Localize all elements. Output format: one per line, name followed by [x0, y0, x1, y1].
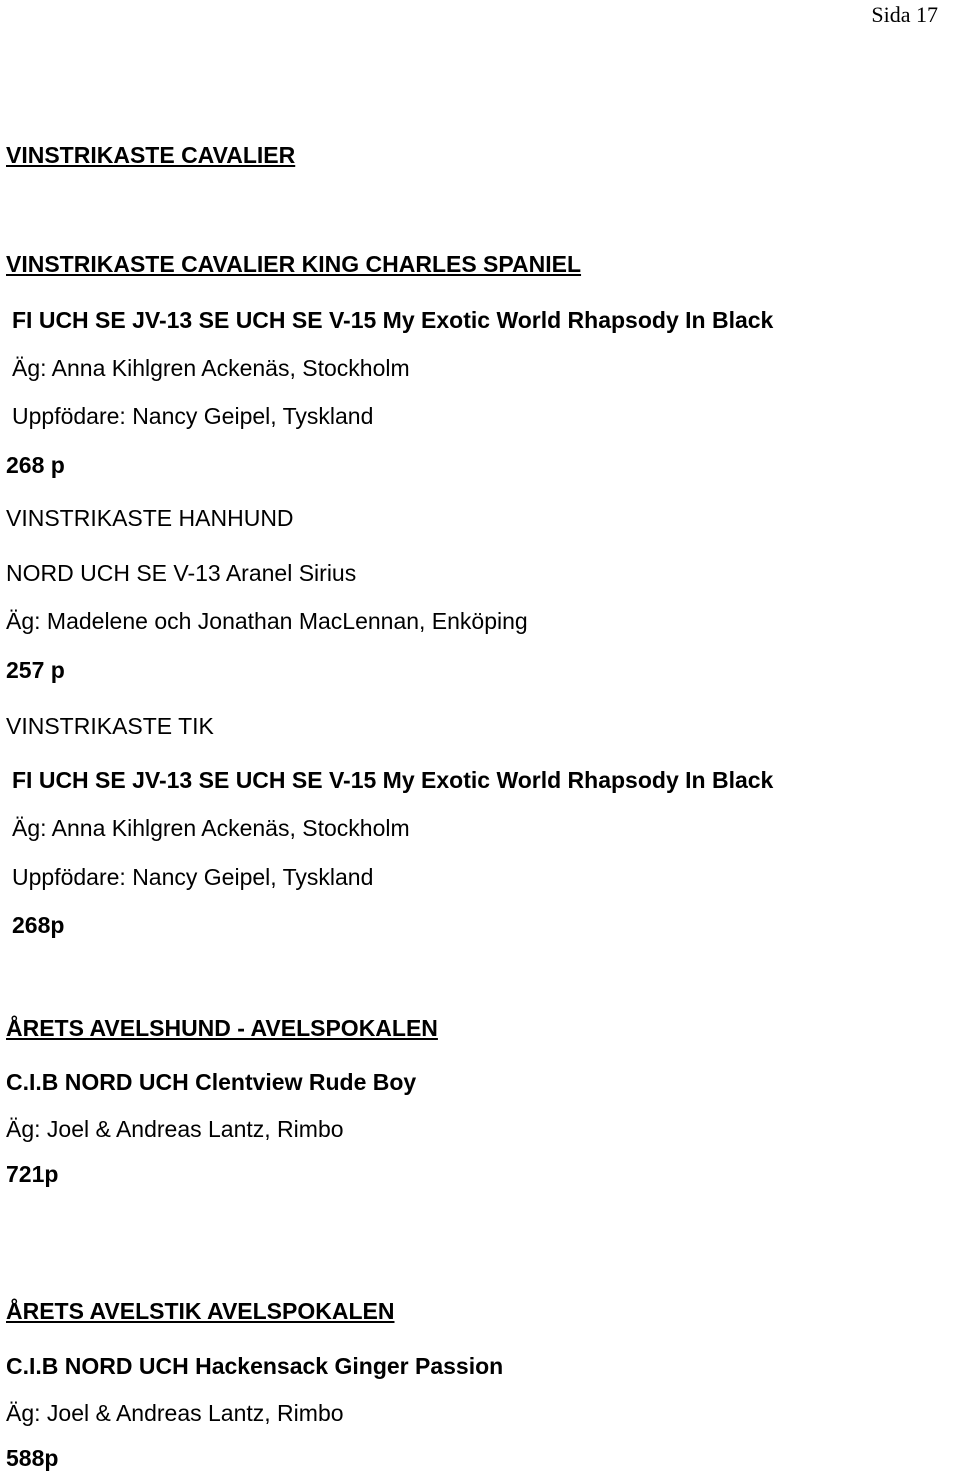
section-heading-best-male: VINSTRIKASTE HANHUND	[6, 505, 294, 531]
breeding-female-dog: C.I.B NORD UCH Hackensack Ginger Passion	[6, 1353, 504, 1379]
breeding-female-points: 588p	[6, 1445, 59, 1471]
breeding-male-owner: Äg: Joel & Andreas Lantz, Rimbo	[6, 1116, 344, 1142]
best-overall-breeder: Uppfödare: Nancy Geipel, Tyskland	[12, 403, 374, 429]
best-female-dog: FI UCH SE JV-13 SE UCH SE V-15 My Exotic World Rhapsody In Black	[12, 767, 774, 793]
page-number: Sida 17	[871, 2, 938, 27]
page-title: VINSTRIKASTE CAVALIER	[6, 142, 296, 168]
best-overall-dog: FI UCH SE JV-13 SE UCH SE V-15 My Exotic World Rhapsody In Black	[12, 307, 774, 333]
best-female-breeder: Uppfödare: Nancy Geipel, Tyskland	[12, 864, 374, 890]
best-female-owner: Äg: Anna Kihlgren Ackenäs, Stockholm	[12, 815, 410, 841]
best-male-dog: NORD UCH SE V-13 Aranel Sirius	[6, 560, 357, 586]
section-heading-best-overall: VINSTRIKASTE CAVALIER KING CHARLES SPANIEL	[6, 251, 582, 277]
section-heading-best-female: VINSTRIKASTE TIK	[6, 713, 214, 739]
breeding-female-owner: Äg: Joel & Andreas Lantz, Rimbo	[6, 1400, 344, 1426]
section-heading-breeding-male: ÅRETS AVELSHUND - AVELSPOKALEN	[6, 1015, 438, 1041]
breeding-male-dog: C.I.B NORD UCH Clentview Rude Boy	[6, 1069, 417, 1095]
breeding-male-points: 721p	[6, 1161, 59, 1187]
section-heading-breeding-female: ÅRETS AVELSTIK AVELSPOKALEN	[6, 1298, 395, 1324]
best-overall-owner: Äg: Anna Kihlgren Ackenäs, Stockholm	[12, 355, 410, 381]
best-male-owner: Äg: Madelene och Jonathan MacLennan, Enköping	[6, 608, 528, 634]
best-female-points: 268p	[12, 912, 65, 938]
best-overall-points: 268 p	[6, 452, 65, 478]
best-male-points: 257 p	[6, 657, 65, 683]
